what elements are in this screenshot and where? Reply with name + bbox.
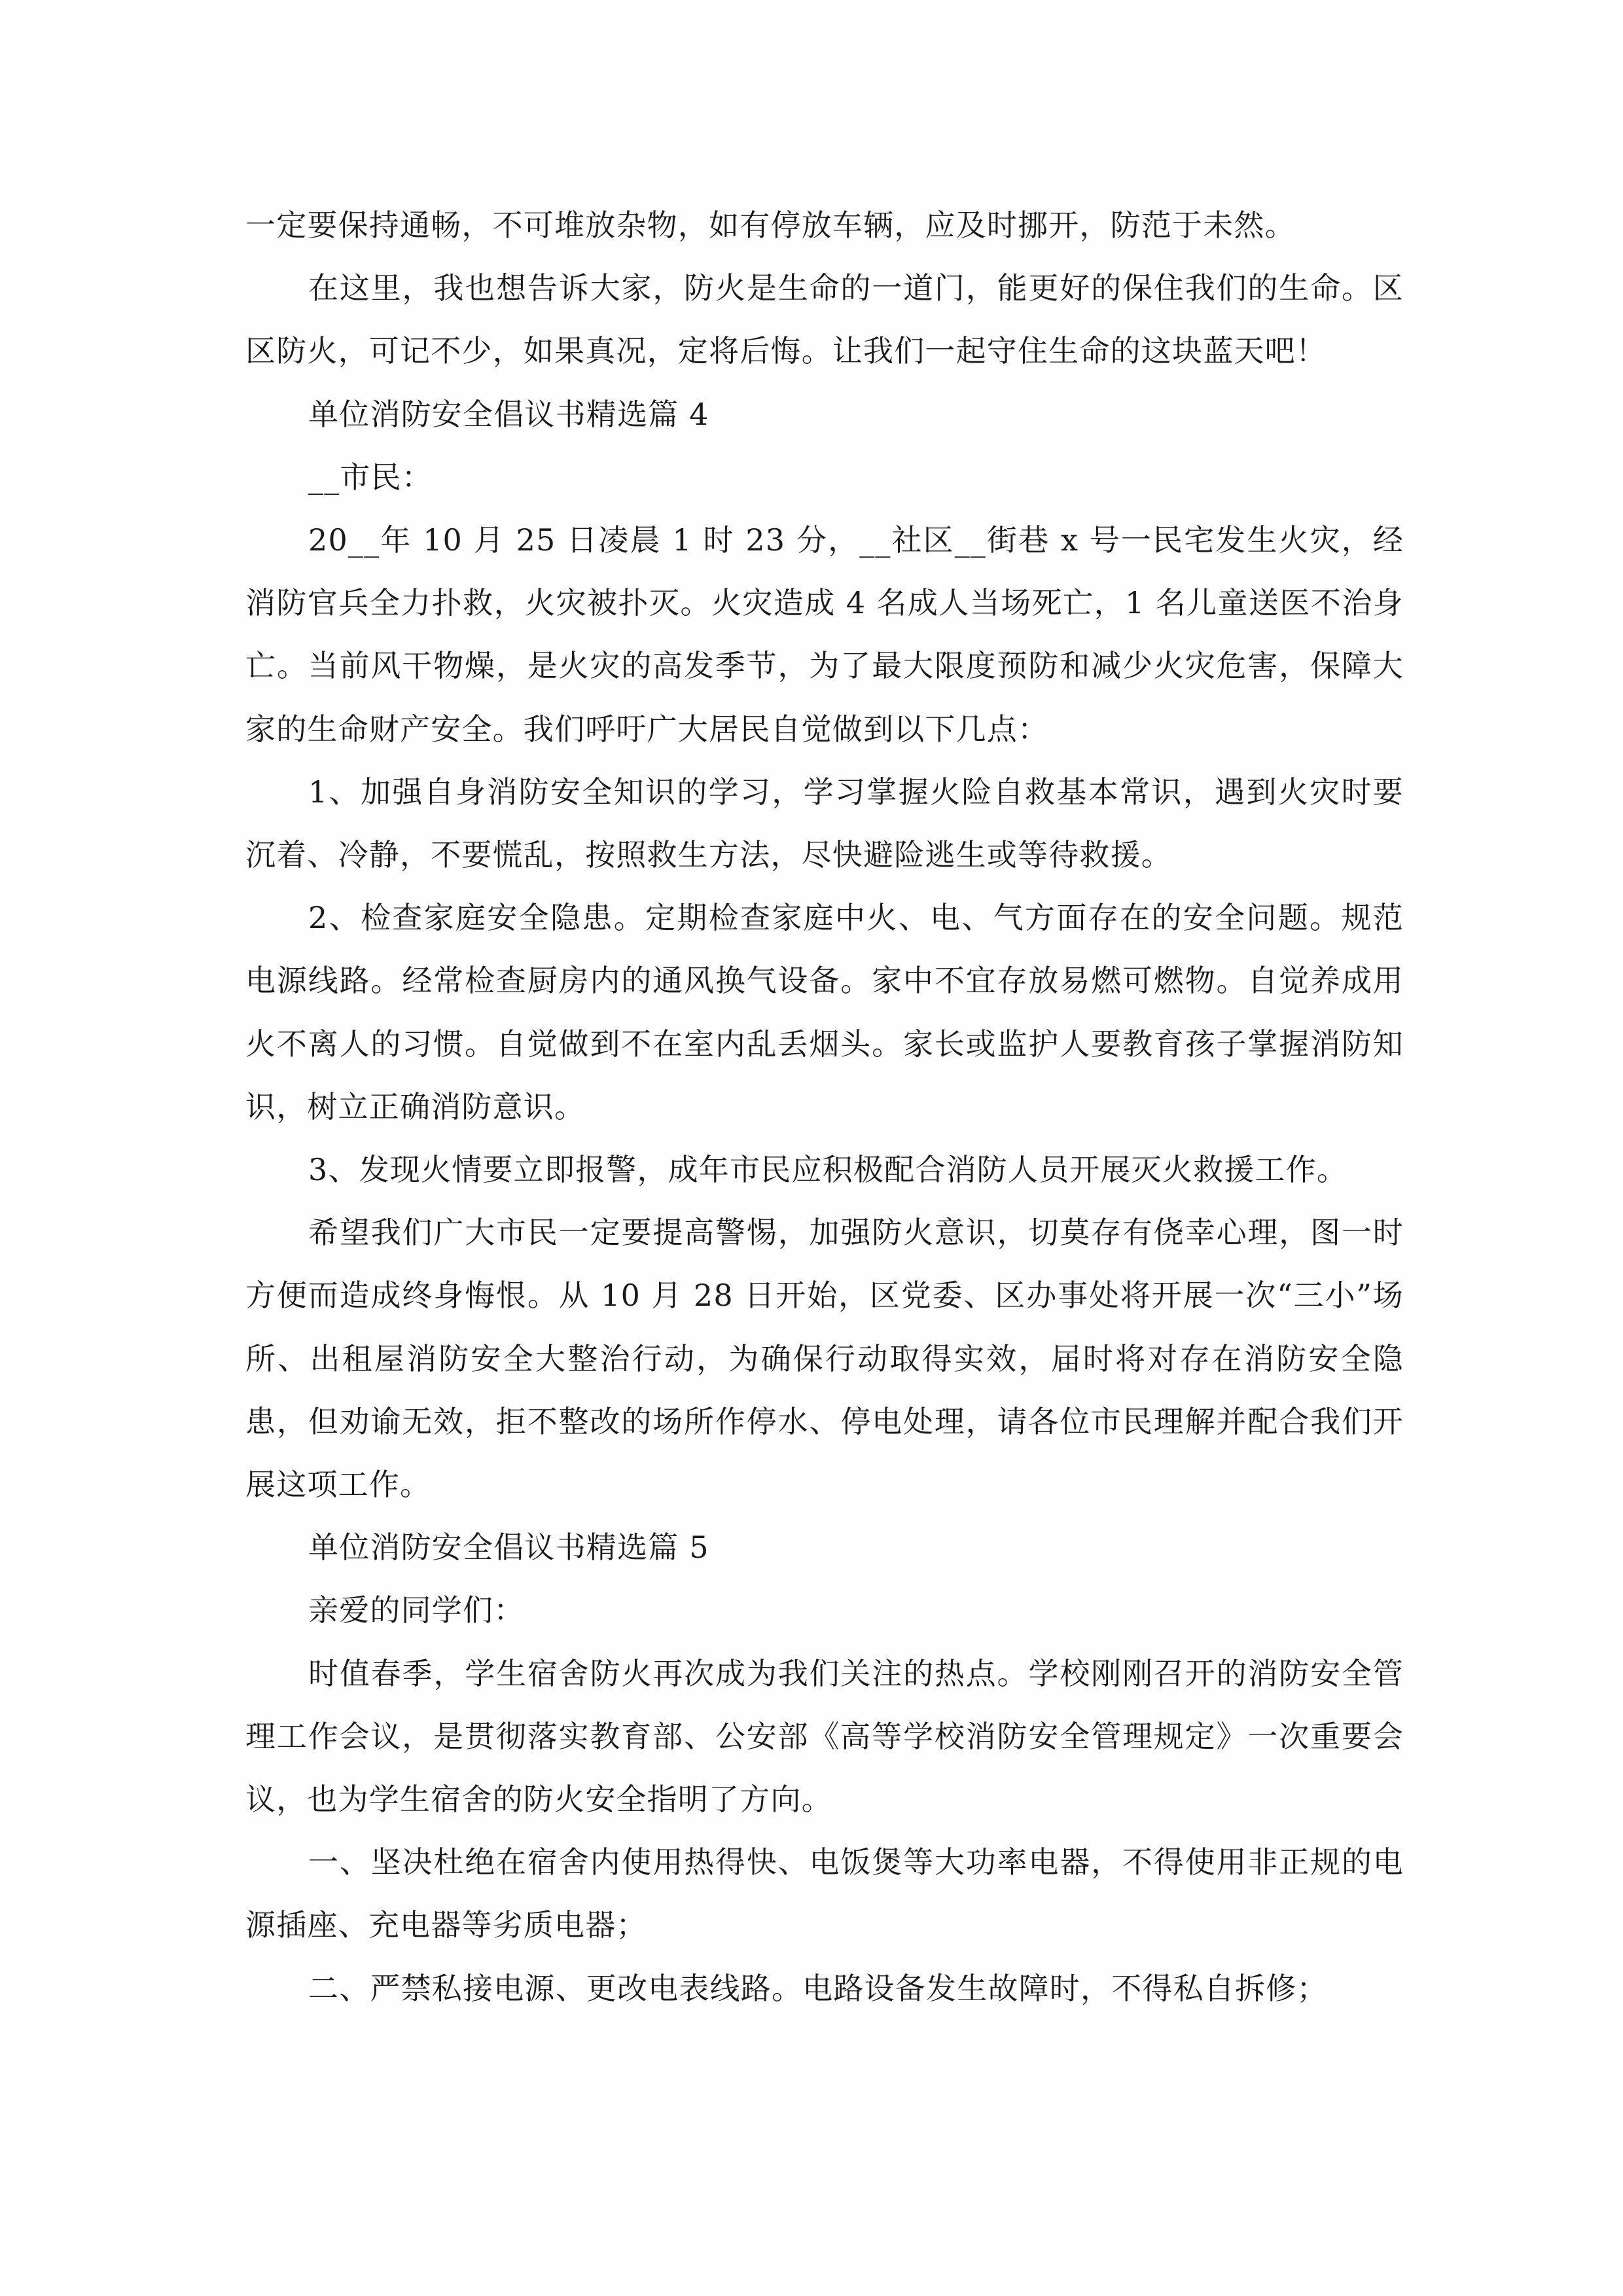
paragraph: 时值春季，学生宿舍防火再次成为我们关注的热点。学校刚刚召开的消防安全管理工作会议，是贯彻落实教育部、公安部《高等学校消防安全管理规定》一次重要会议，也为学生宿舍的防火安全指明了方向。 — [245, 1655, 1404, 1818]
section-heading: 单位消防安全倡议书精选篇 4 — [308, 396, 709, 432]
list-item: 一、坚决杜绝在宿舍内使用热得快、电饭煲等大功率电器，不得使用非正规的电源插座、充电器等劣质电器； — [245, 1844, 1404, 1943]
paragraph: 一定要保持通畅，不可堆放杂物，如有停放车辆，应及时挪开，防范于未然。 — [245, 207, 1296, 243]
list-item: 二、严禁私接电源、更改电表线路。电路设备发生故障时，不得私自拆修； — [308, 1970, 1328, 2006]
list-item: 1、加强自身消防安全知识的学习，学习掌握火险自救基本常识，遇到火灾时要沉着、冷静，不要慌乱，按照救生方法，尽快避险逃生或等待救援。 — [245, 774, 1404, 873]
list-item: 3、发现火情要立即报警，成年市民应积极配合消防人员开展灭火救援工作。 — [308, 1152, 1348, 1188]
salutation: __市民： — [308, 459, 433, 495]
list-item: 2、检查家庭安全隐患。定期检查家庭中火、电、气方面存在的安全问题。规范电源线路。经常检查厨房内的通风换气设备。家中不宜存放易燃可燃物。自觉养成用火不离人的习惯。自觉做到不在室内乱丢烟头。家长或监护人要教育孩子掌握消防知识，树立正确消防意识。 — [245, 900, 1404, 1124]
salutation: 亲爱的同学们： — [308, 1592, 525, 1628]
paragraph: 在这里，我也想告诉大家，防火是生命的一道门，能更好的保住我们的生命。区区防火，可记不少，如果真况，定将后悔。让我们一起守住生命的这块蓝天吧！ — [245, 270, 1404, 369]
document-body — [245, 194, 1404, 2020]
paragraph: 希望我们广大市民一定要提高警惕，加强防火意识，切莫存有侥幸心理，图一时方便而造成终身悔恨。从 10 月 28 日开始，区党委、区办事处将开展一次“三小”场所、出租屋消防安全大整治行动，为确保行动取得实效，届时将对存在消防安全隐患，但劝谕无效，拒不整改的场所作停水、停电处理，请各位市民理解并配合我们开展这项工作。 — [245, 1215, 1404, 1503]
paragraph: 20__年 10 月 25 日凌晨 1 时 23 分，__社区__街巷 x 号一民宅发生火灾，经消防官兵全力扑救，火灾被扑灭。火灾造成 4 名成人当场死亡，1 名儿童送医不治身亡。当前风干物燥，是火灾的高发季节，为了最大限度预防和减少火灾危害，保障大家的生命财产安全。我们呼吁广大居民自觉做到以下几点： — [245, 522, 1404, 747]
section-heading: 单位消防安全倡议书精选篇 5 — [308, 1530, 709, 1566]
